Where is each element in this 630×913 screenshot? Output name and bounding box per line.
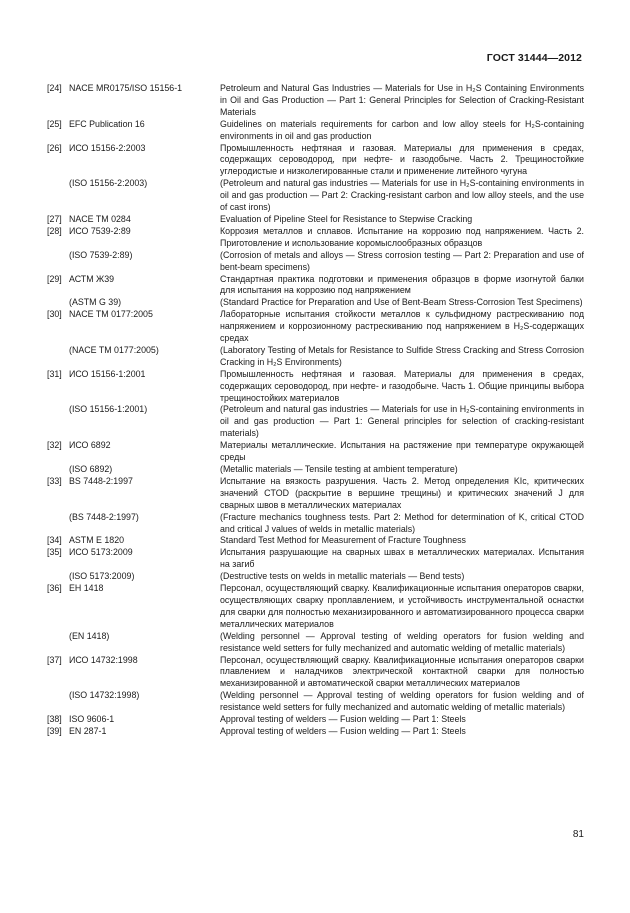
standard-code: (NACE TM 0177:2005) [69, 344, 159, 355]
standard-title: (Petroleum and natural gas industries — Materials for use in H₂S-containing environments in oil and gas production — Part 2: Cracking-resistant carbon and low alloy steels, and the use of cast irons) [220, 178, 584, 213]
reference-entry [47, 274, 584, 298]
standard-title: (Petroleum and natural gas industries — Materials for use in H₂S-containing environments in oil and gas production — Part 1: General principles for selection of cracking-resistant materials) [220, 404, 584, 439]
reference-list [47, 83, 584, 738]
reference-entry [47, 178, 584, 214]
standard-code: NACE TM 0284 [69, 213, 131, 224]
reference-entry [47, 476, 584, 512]
reference-number: [29] [47, 273, 62, 284]
standard-title: Персонал, осуществляющий сварку. Квалификационные испытания операторов сварки плавлением и наладчиков электрической контактной сварки для полностью механизированной и автоматической сварки металлических материалов [220, 654, 584, 689]
reference-number: [27] [47, 213, 62, 224]
reference-number: [25] [47, 118, 62, 129]
reference-entry [47, 464, 584, 476]
standard-title: Approval testing of welders — Fusion welding — Part 1: Steels [220, 714, 466, 725]
reference-number [47, 178, 68, 214]
standard-title: (Laboratory Testing of Metals for Resistance to Sulfide Stress Cracking and Stress Corrosion Cracking in H₂S Environments) [220, 344, 584, 367]
standard-title: (Standard Practice for Preparation and Use of Bent-Beam Stress-Corrosion Test Specimens) [220, 297, 583, 308]
standard-title: Стандартная практика подготовки и применения образцов в форме изогнутой балки для испытания на коррозию под напряжением [220, 273, 584, 296]
reference-entry [47, 655, 584, 691]
reference-number: [24] [47, 83, 62, 93]
standard-code: ИСО 14732:1998 [69, 654, 138, 665]
reference-entry [47, 143, 584, 179]
reference-entry [47, 369, 584, 405]
reference-number: [26] [47, 142, 62, 153]
reference-number: [31] [47, 368, 62, 379]
standard-code: EN 287-1 [69, 725, 107, 736]
standard-code: (EN 1418) [69, 630, 110, 641]
document-code: ГОСТ 31444—2012 [486, 52, 582, 64]
reference-number [47, 297, 68, 309]
reference-entry [47, 119, 584, 143]
standard-code: ИСО 6892 [69, 440, 111, 451]
reference-entry [47, 404, 584, 440]
reference-number: [37] [47, 654, 62, 665]
reference-entry [47, 547, 584, 571]
reference-number [47, 345, 68, 369]
reference-number [47, 464, 68, 476]
reference-entry [47, 726, 584, 738]
standard-title: Промышленность нефтяная и газовая. Материалы для применения в средах, содержащих сероводород, при нефте- и газодобыче. Часть 1. Общие принципы выбора трещиностойких материалов [220, 368, 584, 403]
standard-code: ИСО 7539-2:89 [69, 225, 131, 236]
reference-number: [30] [47, 309, 62, 320]
reference-number: [34] [47, 535, 62, 546]
standard-code: (ISO 15156-2:2003) [69, 178, 148, 189]
standard-title: (Welding personnel — Approval testing of welding operators for fusion welding and resistance weld setters for fully mechanized and automatic welding of metallic materials) [220, 630, 584, 653]
standard-code: ИСО 15156-1:2001 [69, 368, 146, 379]
reference-entry [47, 583, 584, 631]
reference-number [47, 571, 68, 583]
standard-code: ИСО 15156-2:2003 [69, 142, 146, 153]
standard-title: Испытание на вязкость разрушения. Часть 2. Метод определения KIc, критических значений CTOD (раскрытие в вершине трещины) и критических значений J для сварных швов в металлических материалах [220, 475, 584, 510]
standard-title: Guidelines on materials requirements for carbon and low alloy steels for H₂S-containing environments in oil and gas production [220, 118, 584, 141]
reference-number: [33] [47, 475, 62, 486]
reference-number: [32] [47, 440, 62, 451]
page-number: 81 [572, 829, 584, 840]
reference-entry [47, 631, 584, 655]
standard-title: Коррозия металлов и сплавов. Испытание на коррозию под напряжением. Часть 2. Приготовление и использование коромыслообразных образцов [220, 225, 584, 248]
reference-entry [47, 571, 584, 583]
standard-title: Evaluation of Pipeline Steel for Resistance to Stepwise Cracking [220, 213, 473, 224]
reference-number [47, 631, 68, 655]
standard-code: (ISO 6892) [69, 464, 113, 474]
reference-number [47, 690, 68, 714]
standard-code: (BS 7448-2:1997) [69, 511, 139, 522]
reference-entry [47, 226, 584, 250]
standard-code: ASTM E 1820 [69, 535, 125, 546]
standard-title: (Fracture mechanics toughness tests. Part 2: Method for determination of K, critical CTOD and critical J values of welds in metallic materials) [220, 511, 584, 534]
reference-entry [47, 309, 584, 345]
standard-title: (Destructive tests on welds in metallic materials — Bend tests) [220, 571, 465, 582]
standard-code: (ISO 15156-1:2001) [69, 404, 148, 415]
reference-entry [47, 345, 584, 369]
reference-entry [47, 714, 584, 726]
reference-entry [47, 690, 584, 714]
standard-title: Лабораторные испытания стойкости металлов к сульфидному растрескиванию под напряжением и коррозионному растрескиванию под напряжением в H₂S-содержащих средах [220, 309, 584, 344]
standard-code: АСТМ Ж39 [69, 273, 115, 284]
reference-number: [36] [47, 583, 62, 594]
standard-code: (ASTM G 39) [69, 297, 122, 308]
reference-number: [39] [47, 725, 62, 736]
standard-code: (ISO 7539-2:89) [69, 249, 133, 260]
standard-title: Petroleum and Natural Gas Industries — Materials for Use in H₂S Containing Environments in Oil and Gas Production — Part 1: General Principles for Selection of Cracking-Resistant Materials [220, 83, 584, 117]
standard-title: Испытания разрушающие на сварных швах в металлических материалах. Испытания на загиб [220, 547, 584, 570]
reference-number: [28] [47, 225, 62, 236]
standard-code: NACE TM 0177:2005 [69, 309, 153, 320]
reference-entry [47, 250, 584, 274]
standard-title: (Welding personnel — Approval testing of welding operators for fusion welding and of resistance weld setters for fully mechanized and automatic welding of metallic materials) [220, 690, 584, 713]
standard-code: ISO 9606-1 [69, 714, 115, 725]
standard-code: BS 7448-2:1997 [69, 475, 133, 486]
reference-number [47, 512, 68, 536]
standard-title: Промышленность нефтяная и газовая. Материалы для применения в средах, содержащих сероводород, при нефте- и газодобыче. Часть 2. Трещиностойкие углеродистые и низколегированные стали и применение литейного чугуна [220, 142, 584, 177]
standard-title: Approval testing of welders — Fusion welding — Part 1: Steels [220, 725, 466, 736]
reference-entry [47, 440, 584, 464]
standard-code: NACE MR0175/ISO 15156-1 [69, 83, 183, 93]
reference-entry [47, 535, 584, 547]
standard-title: Standard Test Method for Measurement of Fracture Toughness [220, 535, 466, 546]
standard-code: ИСО 5173:2009 [69, 547, 133, 558]
reference-number: [38] [47, 714, 62, 725]
standard-title: (Metallic materials — Tensile testing at ambient temperature) [220, 464, 458, 474]
reference-entry [47, 83, 584, 119]
reference-number [47, 404, 68, 440]
reference-entry [47, 214, 584, 226]
standard-code: (ISO 14732:1998) [69, 690, 140, 701]
standard-title: Материалы металлические. Испытания на растяжение при температуре окружающей среды [220, 440, 584, 463]
standard-title: Персонал, осуществляющий сварку. Квалификационные испытания операторов сварки, осуществляющих сварку проплавлением, и устойчивость инструментальной оснастки для сварки для полностью механизированного и автоматизированного процесса сварки металлических материалов [220, 583, 584, 629]
reference-entry [47, 512, 584, 536]
standard-code: (ISO 5173:2009) [69, 571, 135, 582]
reference-number [47, 250, 68, 274]
standard-code: EH 1418 [69, 583, 104, 594]
standard-title: (Corrosion of metals and alloys — Stress corrosion testing — Part 2: Preparation and use of bent-beam specimens) [220, 249, 584, 272]
standard-code: EFC Publication 16 [69, 118, 145, 129]
reference-number: [35] [47, 547, 62, 558]
reference-entry [47, 297, 584, 309]
